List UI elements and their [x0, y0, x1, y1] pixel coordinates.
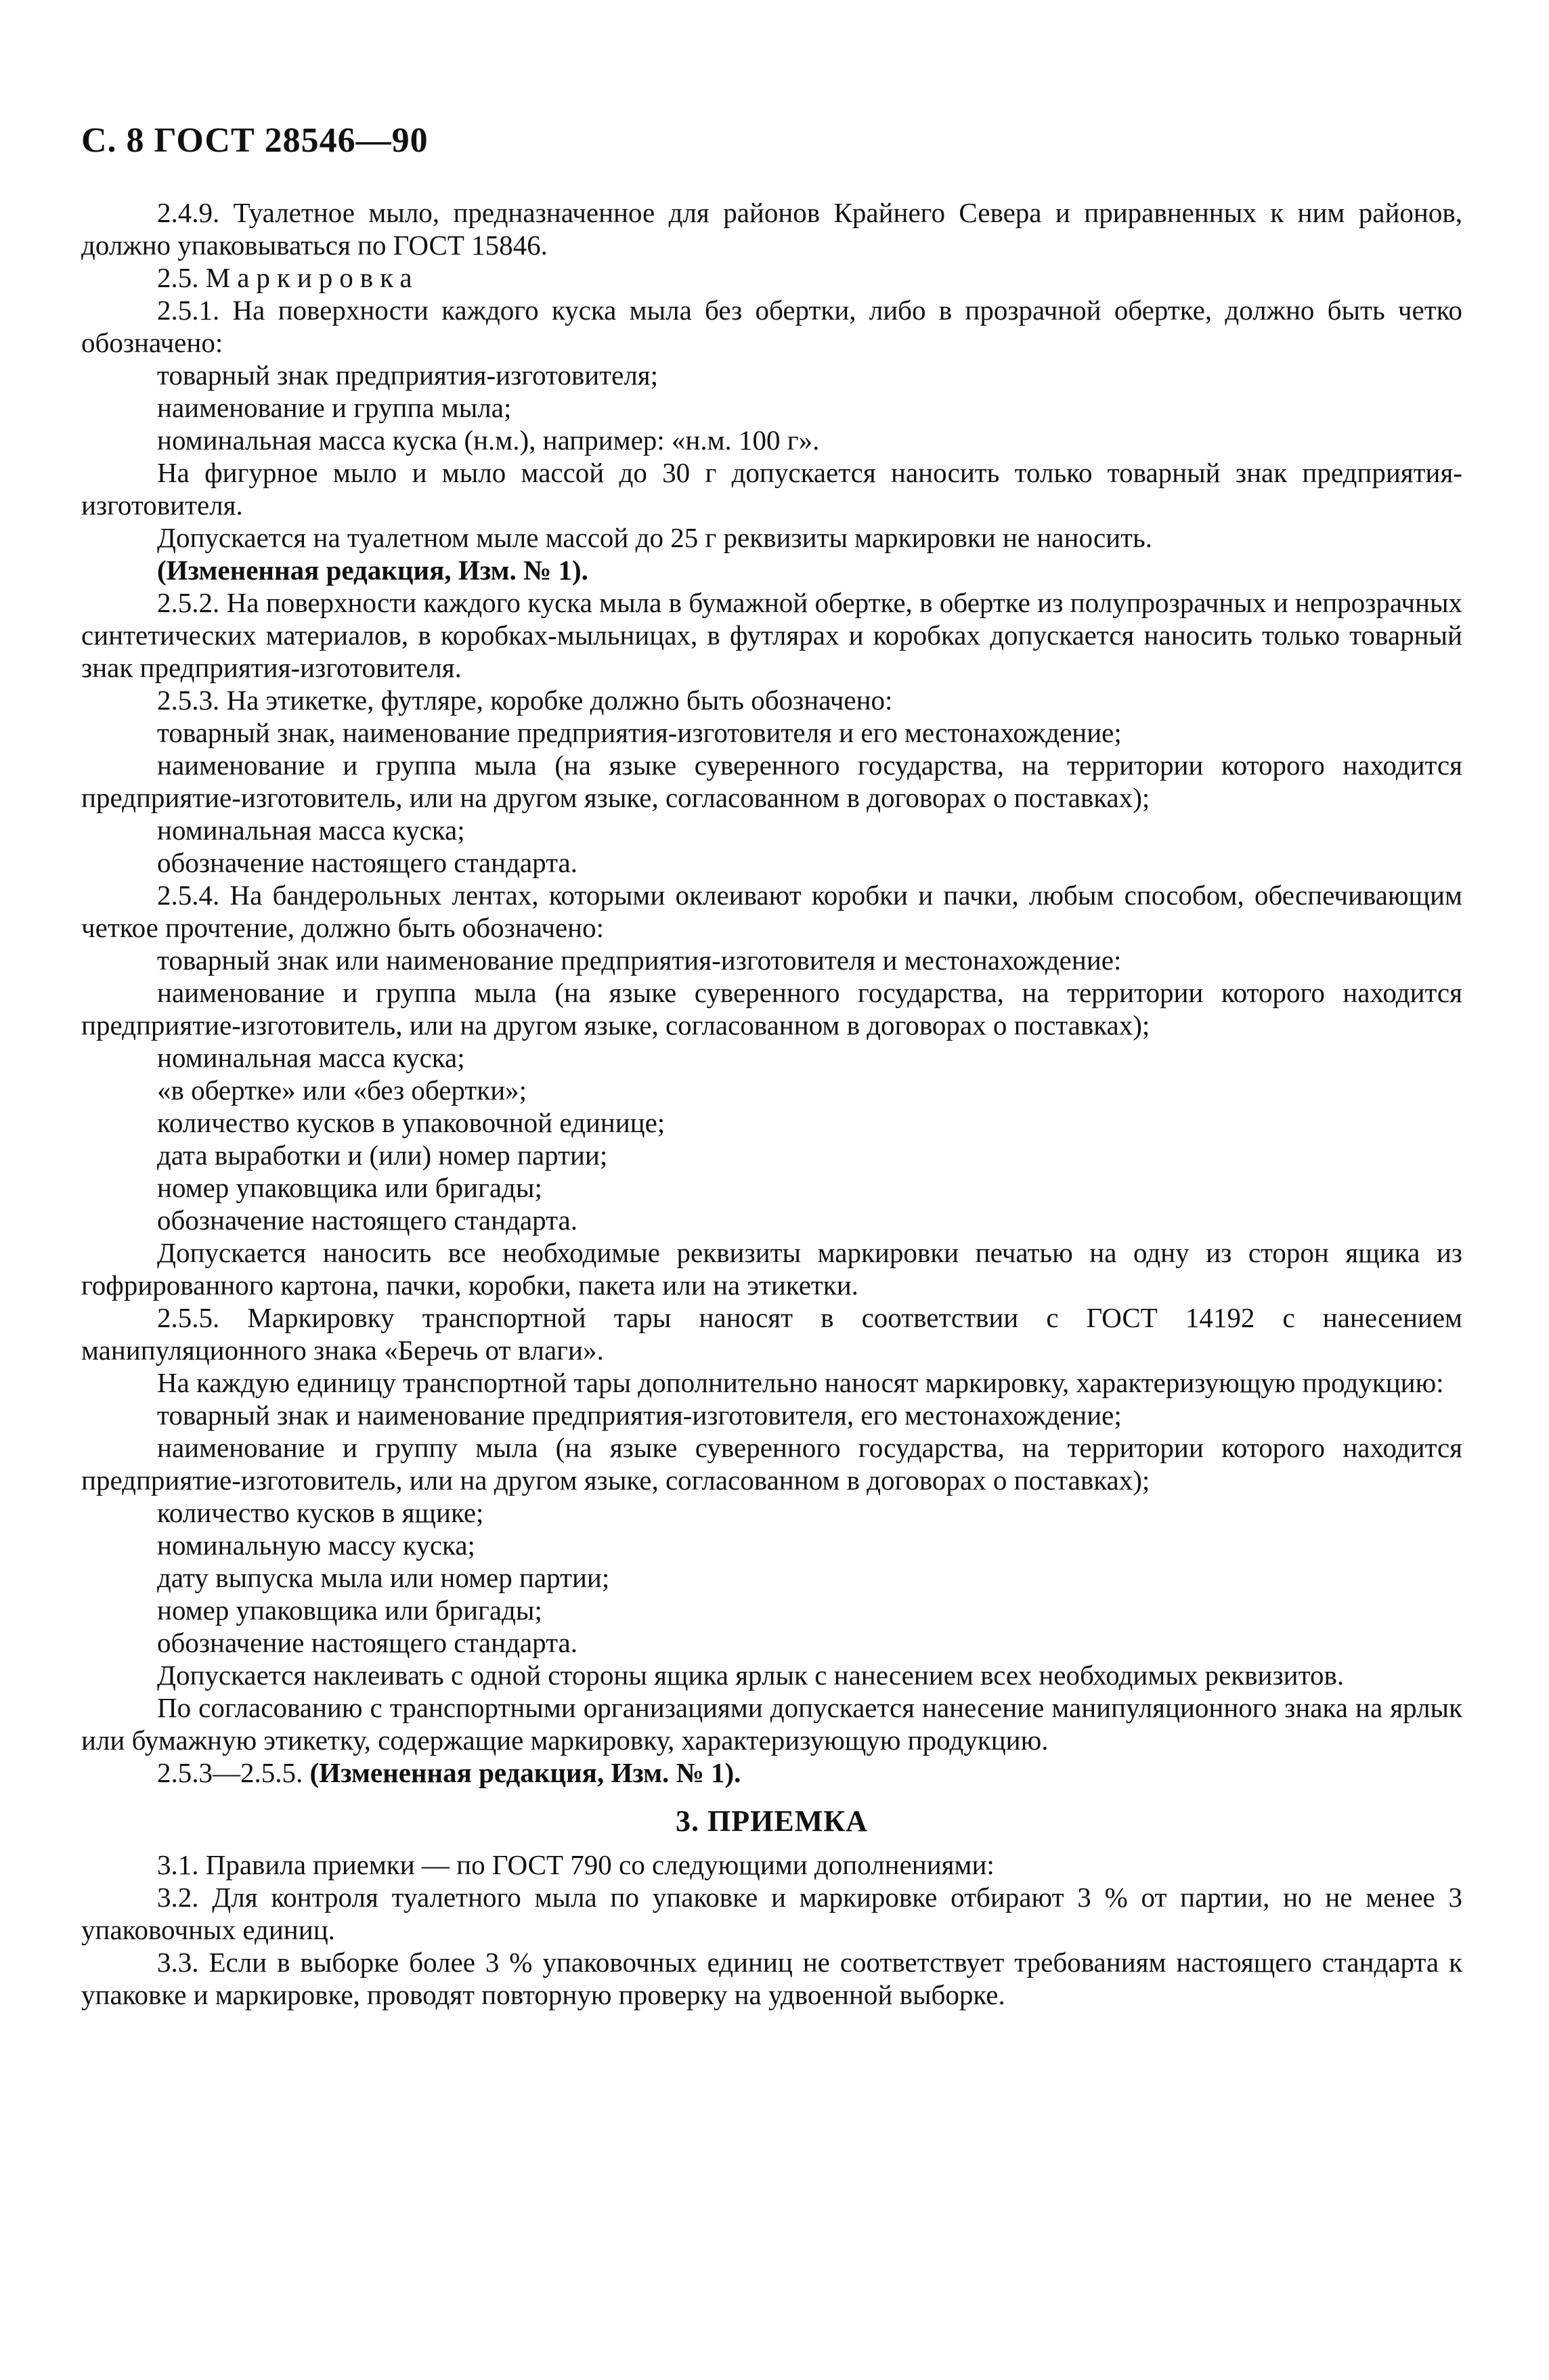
- paragraph-2-5-2: 2.5.2. На поверхности каждого куска мыла в бумажной обертке, в обертке из полупрозрачных и непрозрачных синтетических материалов, в коробках-мыльницах, в футлярах и коробках допускается наносить только товарный знак предприятия-изготовителя.: [81, 587, 1462, 683]
- list-item: дата выработки и (или) номер партии;: [157, 1140, 608, 1171]
- list-item: обозначение настоящего стандарта.: [157, 1205, 577, 1236]
- list-item: товарный знак предприятия-изготовителя;: [157, 360, 659, 391]
- paragraph-2-5-5-note-a: Допускается наклеивать с одной стороны ящика ярлык с нанесением всех необходимых реквизитов.: [157, 1660, 1345, 1691]
- paragraph-2-5-1-note-b: Допускается на туалетном мыле массой до 25 г реквизиты маркировки не наносить.: [157, 522, 1152, 553]
- paragraph-2-5-1-note-a: На фигурное мыло и мыло массой до 30 г допускается наносить только товарный знак предприятия-изготовителя.: [81, 457, 1462, 521]
- list-item: товарный знак и наименование предприятия-изготовителя, его местонахождение;: [157, 1400, 1122, 1431]
- list-item: количество кусков в ящике;: [157, 1497, 484, 1528]
- section-2-5-title: Маркировка: [205, 262, 419, 293]
- amendment-text: (Измененная редакция, Изм. № 1).: [309, 1757, 741, 1788]
- list-item: номинальную массу куска;: [157, 1530, 475, 1561]
- list-item: количество кусков в упаковочной единице;: [157, 1107, 666, 1138]
- list-item: обозначение настоящего стандарта.: [157, 1627, 577, 1658]
- paragraph-2-5-4-note: Допускается наносить все необходимые реквизиты маркировки печатью на одну из сторон ящика из гофрированного картона, пачки, коробки, пакета или на этикетки.: [81, 1237, 1462, 1301]
- list-item: наименование и группа мыла (на языке суверенного государства, на территории которого находится предприятие-изготовитель, или на другом языке, согласованном в договорах о поставках);: [81, 977, 1462, 1041]
- paragraph-2-5-5-note-b: По согласованию с транспортными организациями допускается нанесение манипуляционного знака на ярлык или бумажную этикетку, содержащие маркировку, характеризующую продукцию.: [81, 1692, 1462, 1756]
- document-page: [81, 121, 1462, 2011]
- list-item: номинальная масса куска (н.м.), например: «н.м. 100 г».: [157, 425, 820, 456]
- section-3-title: 3. ПРИЕМКА: [676, 1804, 868, 1838]
- amendment-note: (Измененная редакция, Изм. № 1).: [157, 555, 588, 586]
- paragraph-2-5-5-intro: На каждую единицу транспортной тары дополнительно наносят маркировку, характеризующую продукцию:: [157, 1367, 1444, 1398]
- section-2-5-number: 2.5.: [157, 262, 199, 293]
- list-item: обозначение настоящего стандарта.: [157, 847, 577, 878]
- list-item: дату выпуска мыла или номер партии;: [157, 1562, 610, 1593]
- list-item: номинальная масса куска;: [157, 1042, 465, 1073]
- paragraph-2-5-4: 2.5.4. На бандерольных лентах, которыми оклеивают коробки и пачки, любым способом, обеспечивающим четкое прочтение, должно быть обозначено:: [81, 880, 1462, 943]
- paragraph-3-2: 3.2. Для контроля туалетного мыла по упаковке и маркировке отбирают 3 % от партии, но не менее 3 упаковочных единиц.: [81, 1882, 1462, 1945]
- list-item: номер упаковщика или бригады;: [157, 1595, 542, 1626]
- paragraph-2-5-5: 2.5.5. Маркировку транспортной тары наносят в соответствии с ГОСТ 14192 с нанесением манипуляционного знака «Беречь от влаги».: [81, 1302, 1462, 1366]
- list-item: товарный знак или наименование предприятия-изготовителя и местонахождение:: [157, 945, 1122, 976]
- list-item: наименование и группу мыла (на языке суверенного государства, на территории которого находится предприятие-изготовитель, или на другом языке, согласованном в договорах о поставках);: [81, 1432, 1462, 1496]
- paragraph-3-3: 3.3. Если в выборке более 3 % упаковочных единиц не соответствует требованиям настоящего стандарта к упаковке и маркировке, проводят повторную проверку на удвоенной выборке.: [81, 1947, 1462, 2010]
- list-item: «в обертке» или «без обертки»;: [157, 1075, 527, 1106]
- list-item: наименование и группа мыла;: [157, 392, 512, 423]
- document-body: [81, 196, 1462, 2011]
- amendment-note-2: [81, 1756, 1462, 1789]
- paragraph-2-5-3: 2.5.3. На этикетке, футляре, коробке должно быть обозначено:: [157, 685, 893, 716]
- list-item: наименование и группа мыла (на языке суверенного государства, на территории которого находится предприятие-изготовитель, или на другом языке, согласованном в договорах о поставках);: [81, 750, 1462, 813]
- list-item: номинальная масса куска;: [157, 815, 465, 846]
- paragraph-3-1: 3.1. Правила приемки — по ГОСТ 790 со следующими дополнениями:: [157, 1849, 995, 1880]
- page-header: С. 8 ГОСТ 28546—90: [81, 121, 429, 160]
- section-2-5-heading: [81, 261, 1462, 294]
- list-item: товарный знак, наименование предприятия-изготовителя и его местонахождение;: [157, 717, 1122, 748]
- list-item: номер упаковщика или бригады;: [157, 1172, 542, 1203]
- paragraph-2-5-1: 2.5.1. На поверхности каждого куска мыла без обертки, либо в прозрачной обертке, должно быть четко обозначено:: [81, 295, 1462, 358]
- amendment-range: 2.5.3—2.5.5.: [157, 1757, 303, 1788]
- paragraph-2-4-9: 2.4.9. Туалетное мыло, предназначенное для районов Крайнего Севера и приравненных к ним районов, должно упаковываться по ГОСТ 15846.: [81, 197, 1462, 261]
